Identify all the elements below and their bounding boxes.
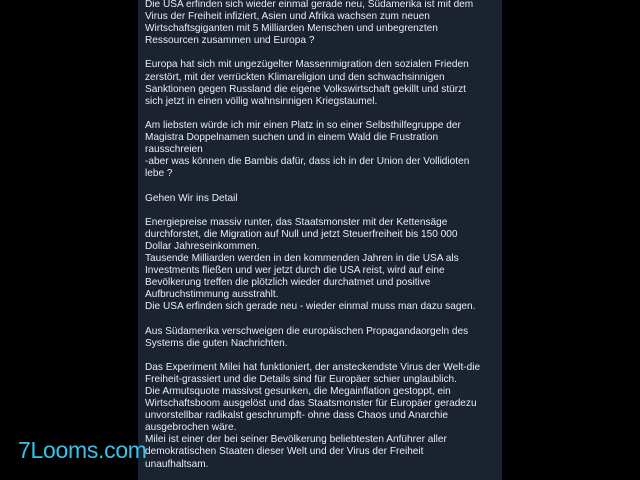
message-paragraph: Energiepreise massiv runter, das Staatsmonster mit der Kettensäge durchforstet, die Migration auf Null und jetzt Steuerfreiheit bis 150 000 Dollar Jahreseinkommen. Tausende Milliarden werden in den kommenden Jahren in die USA als Investments fließen und wer jetzt durch die USA reist, wird auf eine Bevölkerung treffen die plötzlich wieder durchatmet und positive Aufbruchstimmung ausstrahlt. Die USA erfinden sich gerade neu - wieder einmal muss man dazu sagen. [145, 216, 476, 313]
message-text [138, 0, 502, 471]
message-bubble [138, 0, 502, 480]
message-paragraph: Aus Südamerika verschweigen die europäischen Propagandaorgeln des Systems die guten Nachrichten. [145, 325, 469, 349]
watermark-logo: 7Looms.com [18, 437, 147, 463]
message-paragraph: Gehen Wir ins Detail [145, 192, 238, 204]
message-paragraph: Das Experiment Milei hat funktioniert, der ansteckendste Virus der Welt-die Freiheit-grassiert und die Details sind für Europäer schier unglaublich. Die Armutsquote massivst gesunken, die Megainflation gestoppt, ein Wirtschaftsboom ausgelöst und das Staatsmonster für Europäer geradezu unvorstellbar radikalst geschrumpft- ohne dass Chaos und Anarchie ausgebrochen wäre. Milei ist einer der bei seiner Bevölkerung beliebtesten Anführer aller demokratischen Staaten dieser Welt und der Virus der Freiheit unaufhaltsam. [145, 361, 481, 470]
message-paragraph: Am liebsten würde ich mir einen Platz in so einer Selbsthilfegruppe der Magistra Doppelnamen suchen und in einem Wald die Frustration rausschreien -aber was können die Bambis dafür, dass ich in der Union der Vollidioten lebe ? [145, 119, 470, 180]
message-paragraph: Europa hat sich mit ungezügelter Massenmigration den sozialen Frieden zerstört, mit der verrückten Klimareligion und den schwachsinnigen Sanktionen gegen Russland die eigene Volkswirtschaft gekillt und stürzt sich jetzt in einen völlig wahnsinnigen Kriegstaumel. [145, 59, 469, 107]
message-paragraph: Die USA erfinden sich wieder einmal gerade neu, Südamerika ist mit dem Virus der Freiheit infiziert, Asien und Afrika wachsen zum neuen Wirtschaftsgiganten mit 5 Milliarden Menschen und unbegrenzten Ressourcen zusammen und Europa ? [145, 0, 474, 47]
